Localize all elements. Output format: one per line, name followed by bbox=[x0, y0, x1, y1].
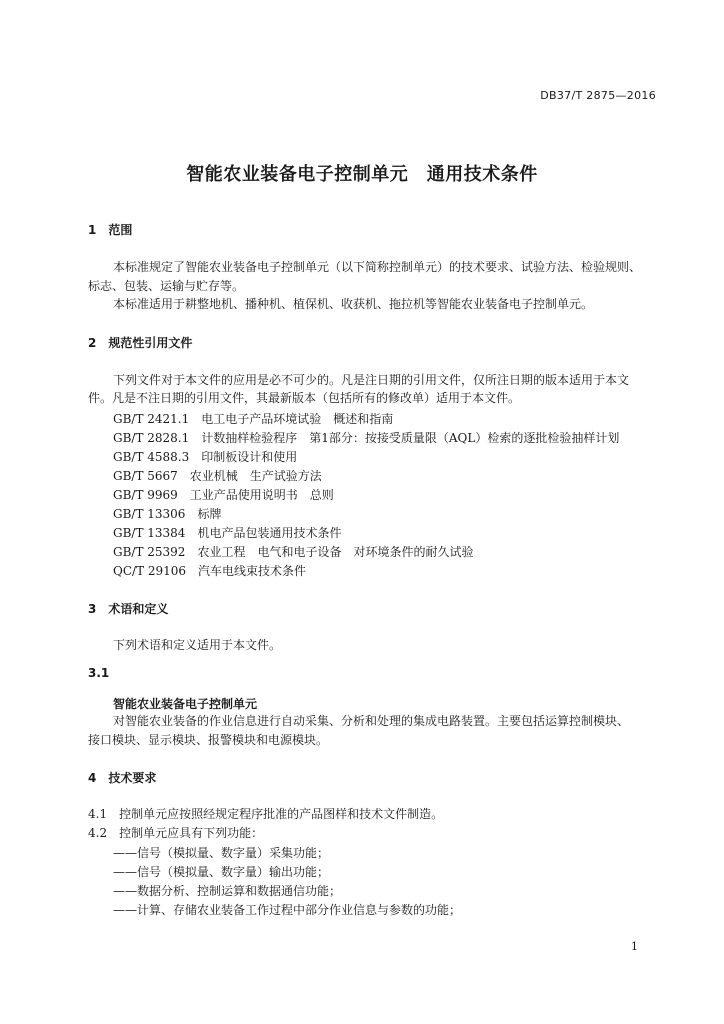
section-2-paragraph-line-1: 下列文件对于本文件的应用是必不可少的。凡是注日期的引用文件，仅所注日期的版本适用于本文 bbox=[113, 373, 630, 387]
term-definition-line-2: 接口模块、显示模块、报警模块和电源模块。 bbox=[88, 733, 329, 747]
reference-item: GB/T 4588.3 印制板设计和使用 bbox=[113, 450, 298, 464]
list-item: ——信号（模拟量、数字量）采集功能； bbox=[113, 846, 330, 860]
reference-item: QC/T 29106 汽车电线束技术条件 bbox=[113, 564, 307, 578]
reference-item: GB/T 13384 机电产品包装通用技术条件 bbox=[113, 526, 342, 540]
clause-4-2: 4.2 控制单元应具有下列功能： bbox=[88, 826, 264, 840]
term-name: 智能农业装备电子控制单元 bbox=[113, 697, 258, 711]
doc-code: DB37/T 2875—2016 bbox=[540, 89, 656, 102]
term-definition-line-1: 对智能农业装备的作业信息进行自动采集、分析和处理的集成电路装置。主要包括运算控制模块、 bbox=[113, 714, 630, 728]
section-2-paragraph-line-2: 件。凡是不注日期的引用文件，其最新版本（包括所有的修改单）适用于本文件。 bbox=[88, 391, 521, 405]
section-4-heading: 4 技术要求 bbox=[88, 771, 157, 785]
clause-3-1-number: 3.1 bbox=[88, 666, 110, 680]
section-2-heading: 2 规范性引用文件 bbox=[88, 336, 193, 350]
reference-item: GB/T 2828.1 计数抽样检验程序 第1部分：按接受质量限（AQL）检索的逐批检验抽样计划 bbox=[113, 431, 620, 445]
reference-item: GB/T 25392 农业工程 电气和电子设备 对环境条件的耐久试验 bbox=[113, 545, 474, 559]
list-item: ——数据分析、控制运算和数据通信功能； bbox=[113, 884, 342, 898]
section-3-intro: 下列术语和定义适用于本文件。 bbox=[113, 638, 282, 652]
clause-4-1: 4.1 控制单元应按照经规定程序批准的产品图样和技术文件制造。 bbox=[88, 807, 444, 821]
list-item: ——计算、存储农业装备工作过程中部分作业信息与参数的功能； bbox=[113, 903, 462, 917]
reference-item: GB/T 2421.1 电工电子产品环境试验 概述和指南 bbox=[113, 412, 394, 426]
document-title: 智能农业装备电子控制单元 通用技术条件 bbox=[186, 164, 538, 185]
section-1-paragraph-1-line-2: 标志、包装、运输与贮存等。 bbox=[88, 279, 245, 293]
page-number: 1 bbox=[631, 940, 638, 953]
list-item: ——信号（模拟量、数字量）输出功能； bbox=[113, 865, 330, 879]
section-1-paragraph-2: 本标准适用于耕整地机、播种机、植保机、收获机、拖拉机等智能农业装备电子控制单元。 bbox=[113, 297, 594, 311]
reference-item: GB/T 5667 农业机械 生产试验方法 bbox=[113, 469, 322, 483]
reference-item: GB/T 9969 工业产品使用说明书 总则 bbox=[113, 488, 334, 502]
section-1-heading: 1 范围 bbox=[88, 223, 133, 237]
section-1-paragraph-1-line-1: 本标准规定了智能农业装备电子控制单元（以下简称控制单元）的技术要求、试验方法、检验规则、 bbox=[113, 260, 642, 274]
section-3-heading: 3 术语和定义 bbox=[88, 602, 169, 616]
reference-item: GB/T 13306 标牌 bbox=[113, 507, 222, 521]
